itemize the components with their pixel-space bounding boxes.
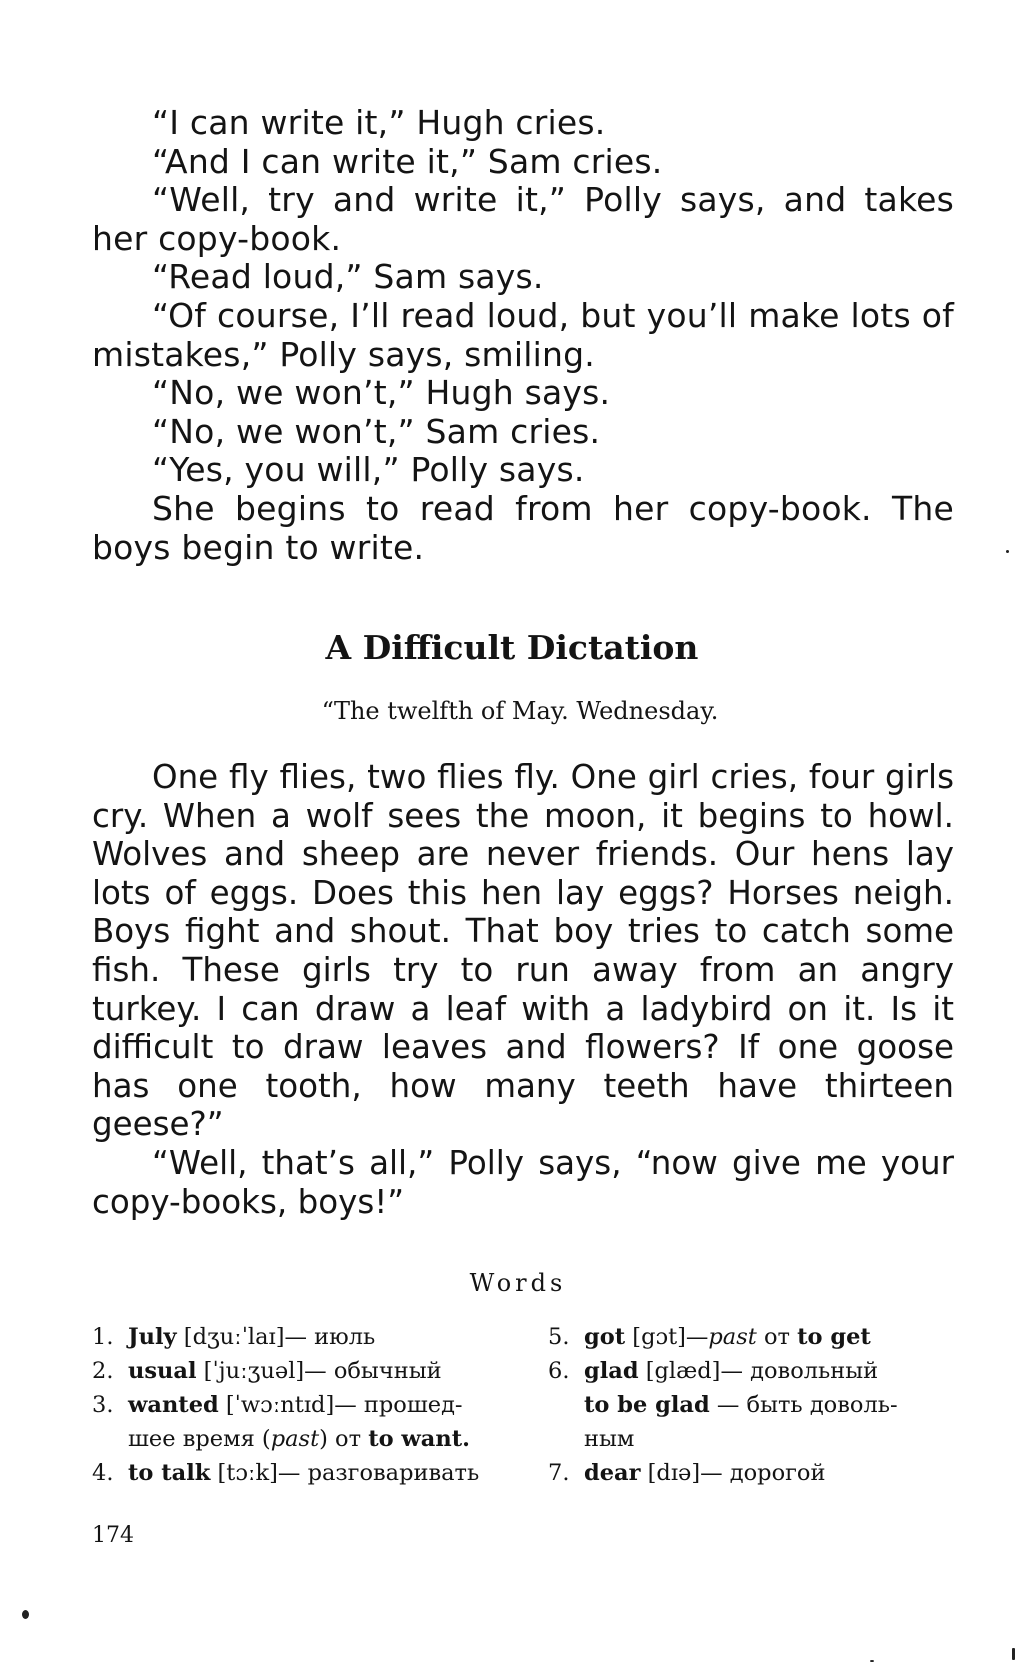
vocab-note: past — [270, 1426, 320, 1452]
story-paragraph: “Well, try and write it,” Polly says, and takes her copy-book. — [92, 180, 954, 258]
story-paragraph: “Of course, I’ll read loud, but you’ll make lots of mistakes,” Polly says, smiling. — [92, 295, 954, 374]
vocab-number: 1. — [92, 1324, 114, 1350]
vocab-meaning-part: шее время ( — [128, 1426, 271, 1452]
vocab-number: 7. — [548, 1460, 570, 1486]
story-paragraph: “No, we won’t,” Sam cries. — [152, 411, 601, 451]
vocab-meaning: — разговаривать — [277, 1460, 480, 1486]
vocab-meaning-continued — [128, 1422, 522, 1456]
vocab-pronunciation: [glæd] — [645, 1358, 721, 1384]
dictation-dateline: “The twelfth of May. Wednesday. — [321, 697, 719, 725]
vocab-meaning: — довольный — [720, 1358, 879, 1384]
vocab-reference: to want. — [368, 1426, 470, 1452]
vocab-term: glad — [584, 1358, 639, 1384]
vocab-meaning: — дорогой — [700, 1460, 826, 1486]
vocab-term: to talk — [128, 1460, 211, 1486]
vocab-item — [548, 1320, 968, 1354]
vocab-item — [92, 1388, 522, 1456]
story-paragraph: “No, we won’t,” Hugh says. — [152, 373, 611, 413]
vocab-pronunciation: [ˈjuːʒuəl] — [203, 1358, 305, 1384]
print-speck — [1012, 1648, 1015, 1660]
vocab-number: 4. — [92, 1460, 114, 1486]
print-speck — [870, 1660, 874, 1662]
vocabulary-list-left — [92, 1320, 522, 1490]
vocab-note: past — [708, 1324, 757, 1350]
vocab-number: 2. — [92, 1358, 114, 1384]
vocab-meaning: — июль — [284, 1324, 376, 1350]
story-paragraph: “And I can write it,” Sam cries. — [152, 141, 663, 181]
vocab-term: wanted — [128, 1392, 219, 1418]
story-paragraph: “Read loud,” Sam says. — [152, 257, 544, 297]
vocab-number: 3. — [92, 1392, 114, 1418]
vocab-phrase-meaning: — быть доволь- — [709, 1392, 898, 1418]
vocab-term: usual — [128, 1358, 197, 1384]
vocab-meaning: — прошед- — [334, 1392, 463, 1418]
vocab-pronunciation: [tɔːk] — [217, 1460, 278, 1486]
story-paragraph: She begins to read from her copy-book. The boys begin to write. — [92, 488, 954, 567]
vocab-term: July — [128, 1324, 177, 1350]
vocab-item — [92, 1456, 522, 1490]
vocab-pronunciation: [dʒuːˈlaɪ] — [183, 1324, 285, 1350]
vocab-term: got — [584, 1324, 626, 1350]
vocab-item — [92, 1320, 522, 1354]
vocab-item — [548, 1456, 968, 1490]
dictation-text — [92, 758, 954, 1221]
vocab-pronunciation: [gɔt] — [632, 1324, 686, 1350]
story-paragraph: “Yes, you will,” Polly says. — [152, 450, 585, 490]
vocab-meaning: — обычный — [304, 1358, 442, 1384]
vocab-meaning: от — [756, 1324, 798, 1350]
section-heading: A Difficult Dictation — [325, 628, 699, 667]
vocab-meaning-part: ) от — [319, 1426, 369, 1452]
vocab-phrase — [584, 1388, 968, 1422]
vocab-term: dear — [584, 1460, 641, 1486]
print-speck — [22, 1610, 29, 1619]
dictation-paragraph: “Well, that’s all,” Polly says, “now give me your copy-books, boys!” — [92, 1143, 954, 1221]
vocab-phrase-continued: ным — [584, 1426, 635, 1452]
vocab-reference: to get — [797, 1324, 871, 1350]
vocab-pronunciation: [dɪə] — [647, 1460, 701, 1486]
vocabulary-list-right — [548, 1320, 968, 1490]
vocab-number: 6. — [548, 1358, 570, 1384]
story-text — [92, 104, 954, 567]
vocab-dash: — — [685, 1324, 709, 1350]
page-number: 174 — [92, 1523, 134, 1548]
vocab-pronunciation: [ˈwɔːntɪd] — [225, 1392, 335, 1418]
print-speck — [1006, 550, 1009, 553]
vocab-item — [548, 1354, 968, 1456]
vocab-phrase-term: to be glad — [584, 1392, 710, 1418]
words-title: Words — [469, 1269, 567, 1297]
story-paragraph: “I can write it,” Hugh cries. — [152, 103, 606, 142]
dictation-paragraph: One fly flies, two flies fly. One girl cries, four girls cry. When a wolf sees the moon, it begins to howl. Wolves and sheep are never friends. Our hens lay lots of eggs. Does this hen lay eggs? Horses neigh. Boys fight and shout. That boy tries to catch some fish. These girls try to run away from an angry turkey. I can draw a leaf with a ladybird on it. Is it difficult to draw leaves and flowers? If one goose has one tooth, how many teeth have thirteen geese?” — [92, 758, 954, 1144]
vocab-item — [92, 1354, 522, 1388]
vocab-number: 5. — [548, 1324, 570, 1350]
